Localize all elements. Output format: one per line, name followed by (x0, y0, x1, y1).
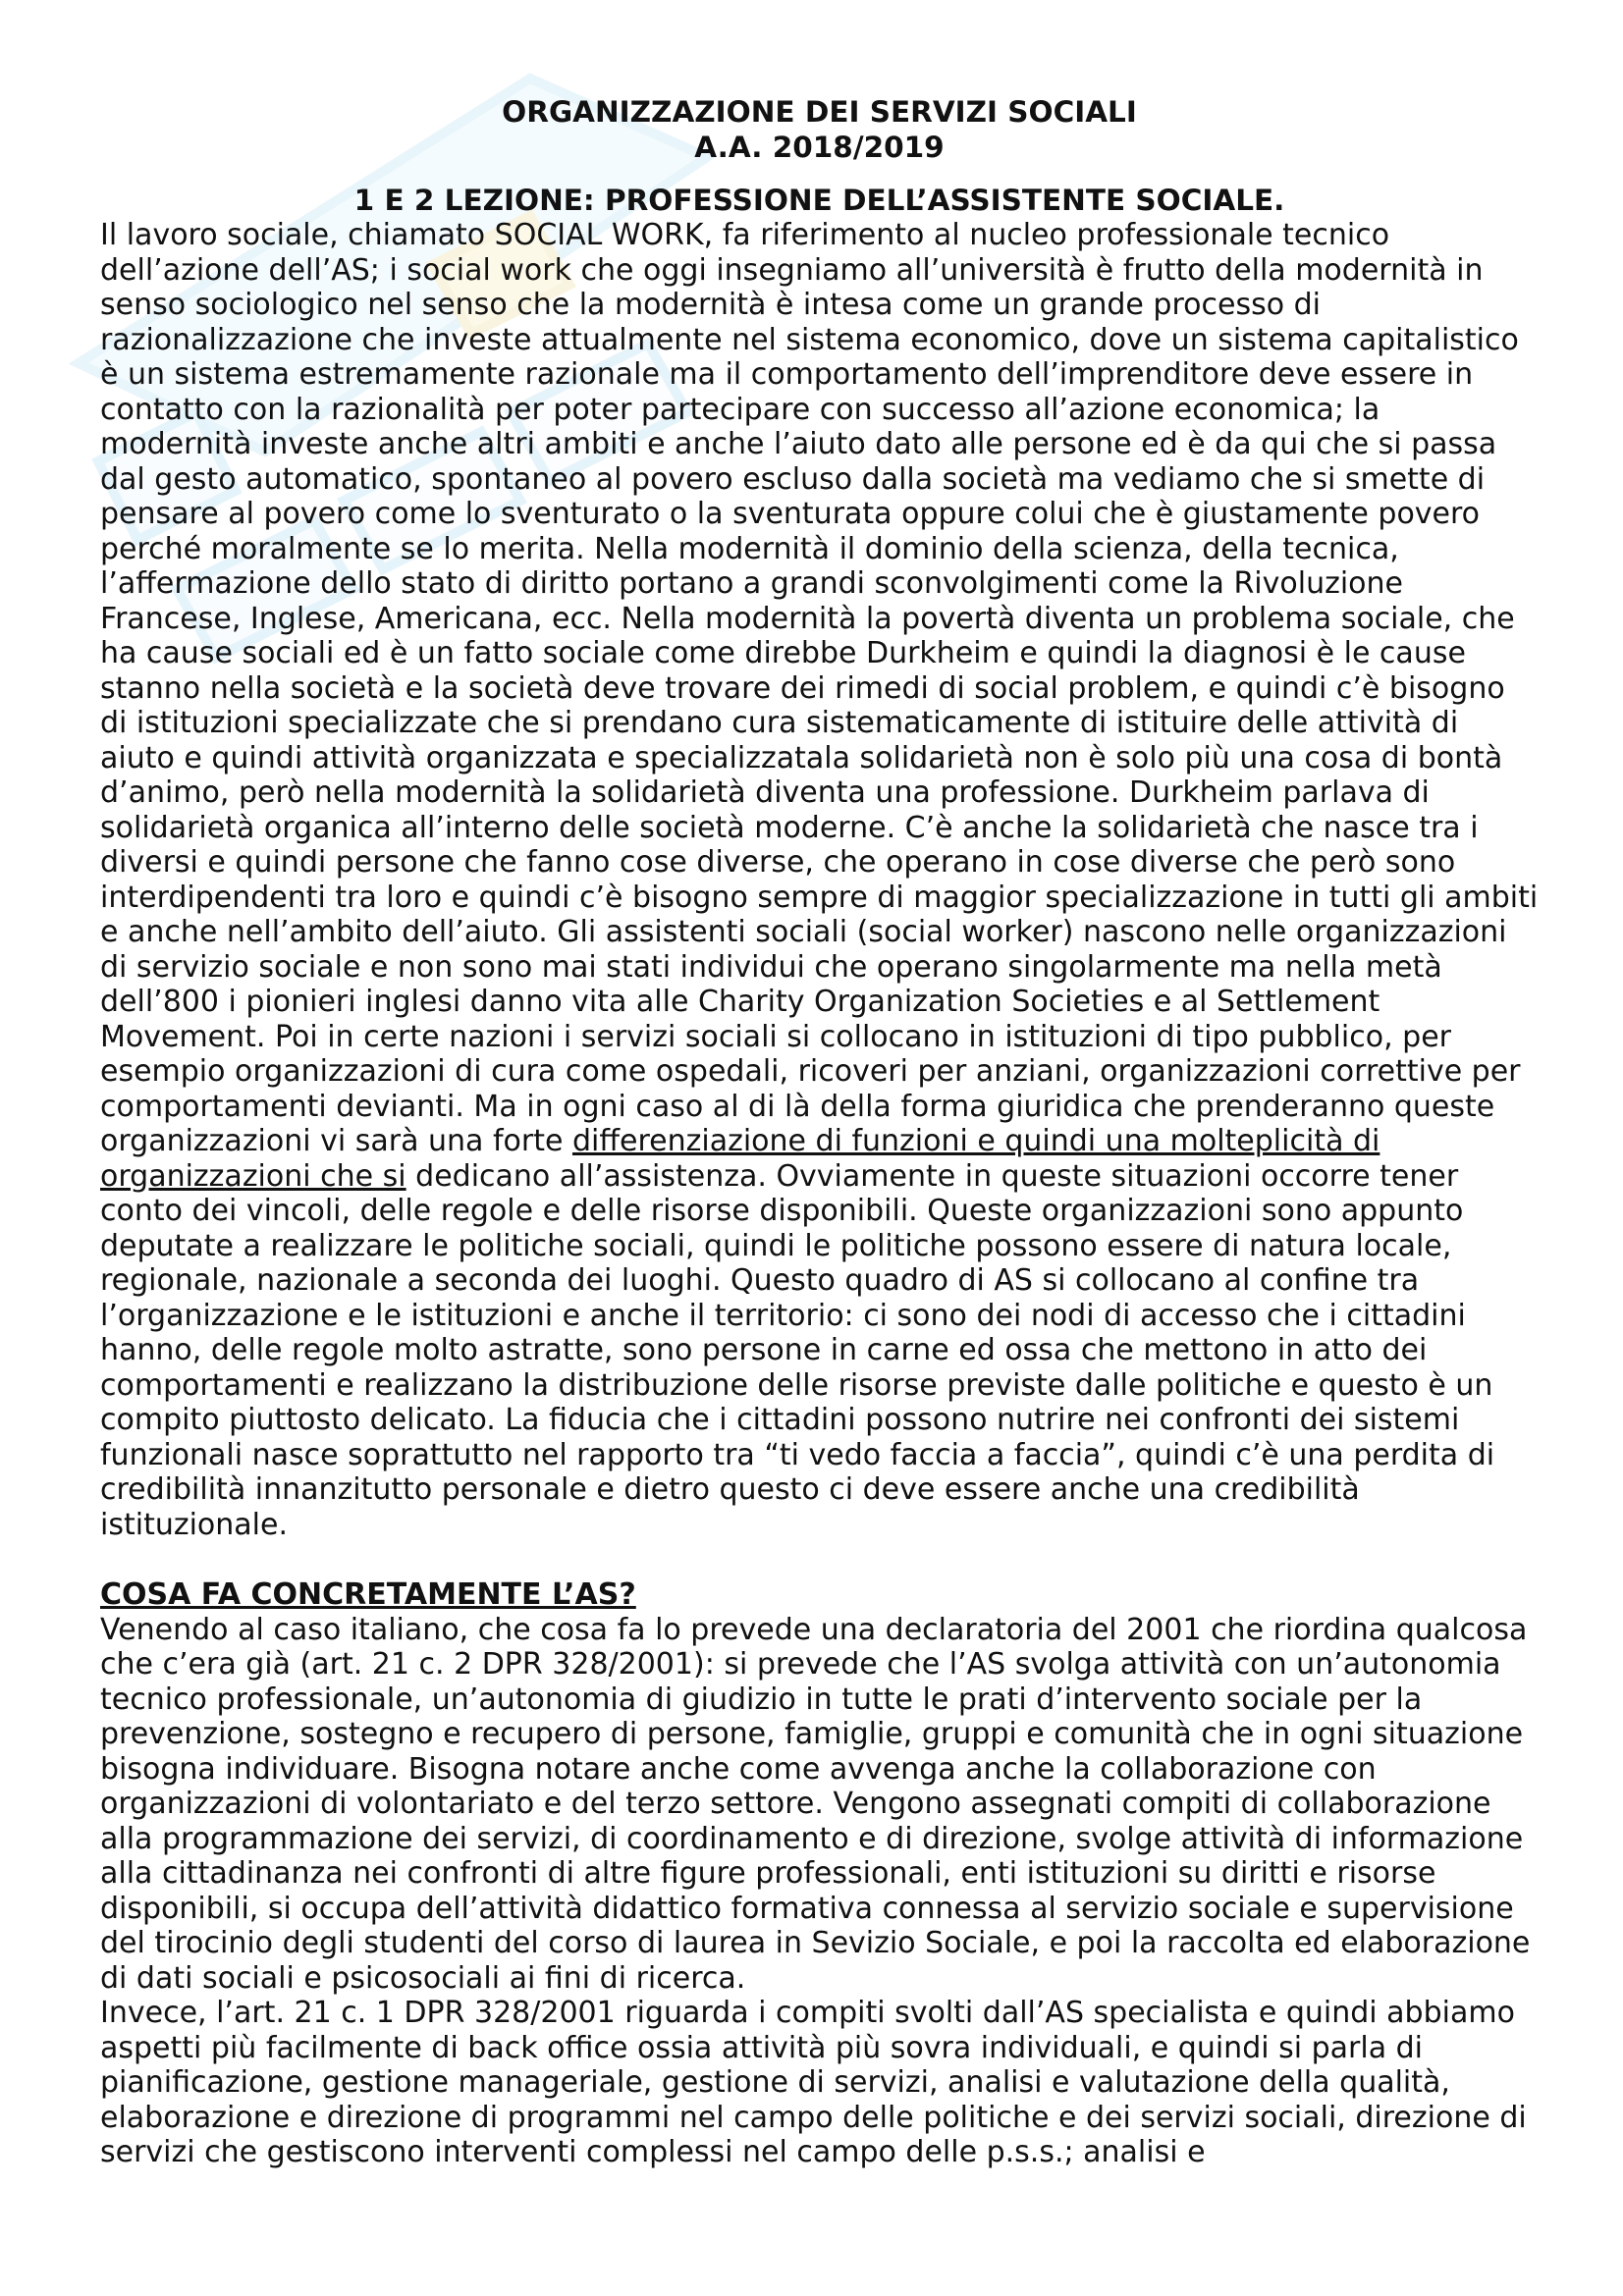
cosa-paragraph-1: Venendo al caso italiano, che cosa fa lo prevede una declaratoria del 2001 che riordina qualcosa che c’era già (art. 21 c. 2 DPR 328/2001): si prevede che l’AS svolga attività con un’autonomia tecnico professionale, un’autonomia di giudizio in tutte le prati d’intervento sociale per la prevenzione, sostegno e recupero di persone, famiglie, gruppi e comunità che in ogni situazione bisogna individuare. Bisogna notare anche come avvenga anche la collaborazione con organizzazioni di volontariato e del terzo settore. Vengono assegnati compiti di collaborazione alla programmazione dei servizi, di coordinamento e di direzione, svolge attività di informazione alla cittadinanza nei confronti di altre figure professionali, enti istituzioni su diritti e risorse disponibili, si occupa dell’attività didattico formativa connessa al servizio sociale e supervisione del tirocinio degli studenti del corso di laurea in Sevizio Sociale, e poi la raccolta ed elaborazione di dati sociali e psicosociali ai fini di ricerca. (100, 1612, 1531, 1996)
document-title: ORGANIZZAZIONE DEI SERVIZI SOCIALI (502, 95, 1137, 129)
academic-year: A.A. 2018/2019 (694, 131, 945, 164)
lecture-heading: 1 E 2 LEZIONE: PROFESSIONE DELL’ASSISTENTE SOCIALE. (353, 184, 1285, 217)
intro-underlined-text: differenziazione di funzioni e quindi una molteplicità di organizzazioni che si (100, 1124, 1380, 1194)
cosa-fa-heading: COSA FA CONCRETAMENTE L’AS? (100, 1577, 636, 1612)
intro-text-part-1: Il lavoro sociale, chiamato SOCIAL WORK, fa riferimento al nucleo professionale tecnico dell’azione dell’AS; i social work che oggi insegniamo all’università è frutto della modernità in senso sociologico nel senso che la modernità è intesa come un grande processo di razionalizzazione che investe attualmente nel sistema economico, dove un sistema capitalistico è un sistema estremamente razionale ma il comportamento dell’imprenditore deve essere in contatto con la razionalità per poter partecipare con successo all’azione economica; la modernità investe anche altri ambiti e anche l’aiuto dato alle persone ed è da qui che si passa dal gesto automatico, spontaneo al povero escluso dalla società ma vediamo che si smette di pensare al povero come lo sventurato o la sventurata oppure colui che è giustamente povero perché moralmente se lo merita. Nella modernità il dominio della scienza, della tecnica, l’affermazione dello stato di diritto portano a grandi sconvolgimenti come la Rivoluzione Francese, Inglese, Americana, ecc. Nella modernità la povertà diventa un problema sociale, che ha cause sociali ed è un fatto sociale come direbbe Durkheim e quindi la diagnosi è le cause stanno nella società e la società deve trovare dei rimedi di social problem, e quindi c’è bisogno di istituzioni specializzate che si prendano cura sistematicamente di istituire delle attività di aiuto e quindi attività organizzata e specializzatala solidarietà non è solo più una cosa di bontà d’animo, però nella modernità la solidarietà diventa una professione. Durkheim parlava di solidarietà organica all’interno delle società moderne. C’è anche la solidarietà che nasce tra i diversi e quindi persone che fanno cose diverse, che operano in cose diverse che però sono interdipendenti tra loro e quindi c’è bisogno sempre di maggior specializzazione in tutti gli ambiti e anche nell’ambito dell’aiuto. Gli assistenti sociali (social worker) nascono nelle organizzazioni di servizio sociale e non sono mai stati individui che operano singolarmente ma nella metà dell’800 i pionieri inglesi danno vita alle Charity Organization Societies e al Settlement Movement. Poi in certe nazioni i servizi sociali si collocano in istituzioni di tipo pubblico, per esempio organizzazioni di cura come ospedali, ricoveri per anziani, organizzazioni correttive per comportamenti devianti. Ma in ogni caso al di là della forma giuridica che prenderanno queste organizzazioni vi sarà una forte (100, 218, 1539, 1158)
cosa-paragraph-2: Invece, l’art. 21 c. 1 DPR 328/2001 riguarda i compiti svolti dall’AS specialista e quindi abbiamo aspetti più facilmente di back office ossia attività più sovra individuali, e quindi si parla di pianificazione, gestione manageriale, gestione di servizi, analisi e valutazione della qualità, elaborazione e direzione di programmi nel campo delle politiche e dei servizi sociali, direzione di servizi che gestiscono interventi complessi nel campo delle p.s.s.; analisi e (100, 1996, 1527, 2169)
intro-paragraph (100, 218, 1539, 1542)
intro-text-part-2: dedicano all’assistenza. Ovviamente in queste situazioni occorre tener conto dei vincoli, delle regole e delle risorse disponibili. Queste organizzazioni sono appunto deputate a realizzare le politiche sociali, quindi le politiche possono essere di natura locale, regionale, nazionale a seconda dei luoghi. Questo quadro di AS si collocano al confine tra l’organizzazione e le istituzioni e anche il territorio: ci sono dei nodi di accesso che i cittadini hanno, delle regole molto astratte, sono persone in carne ed ossa che mettono in atto dei comportamenti e realizzano la distribuzione delle risorse previste dalle politiche e questo è un compito piuttosto delicato. La fiducia che i cittadini possono nutrire nei confronti dei sistemi funzionali nasce soprattutto nel rapporto tra “ti vedo faccia a faccia”, quindi c’è una perdita di credibilità innanzitutto personale e dietro questo ci deve essere anche una credibilità istituzionale. (100, 1158, 1495, 1542)
document-body (100, 94, 1539, 2170)
title-block (100, 94, 1539, 165)
